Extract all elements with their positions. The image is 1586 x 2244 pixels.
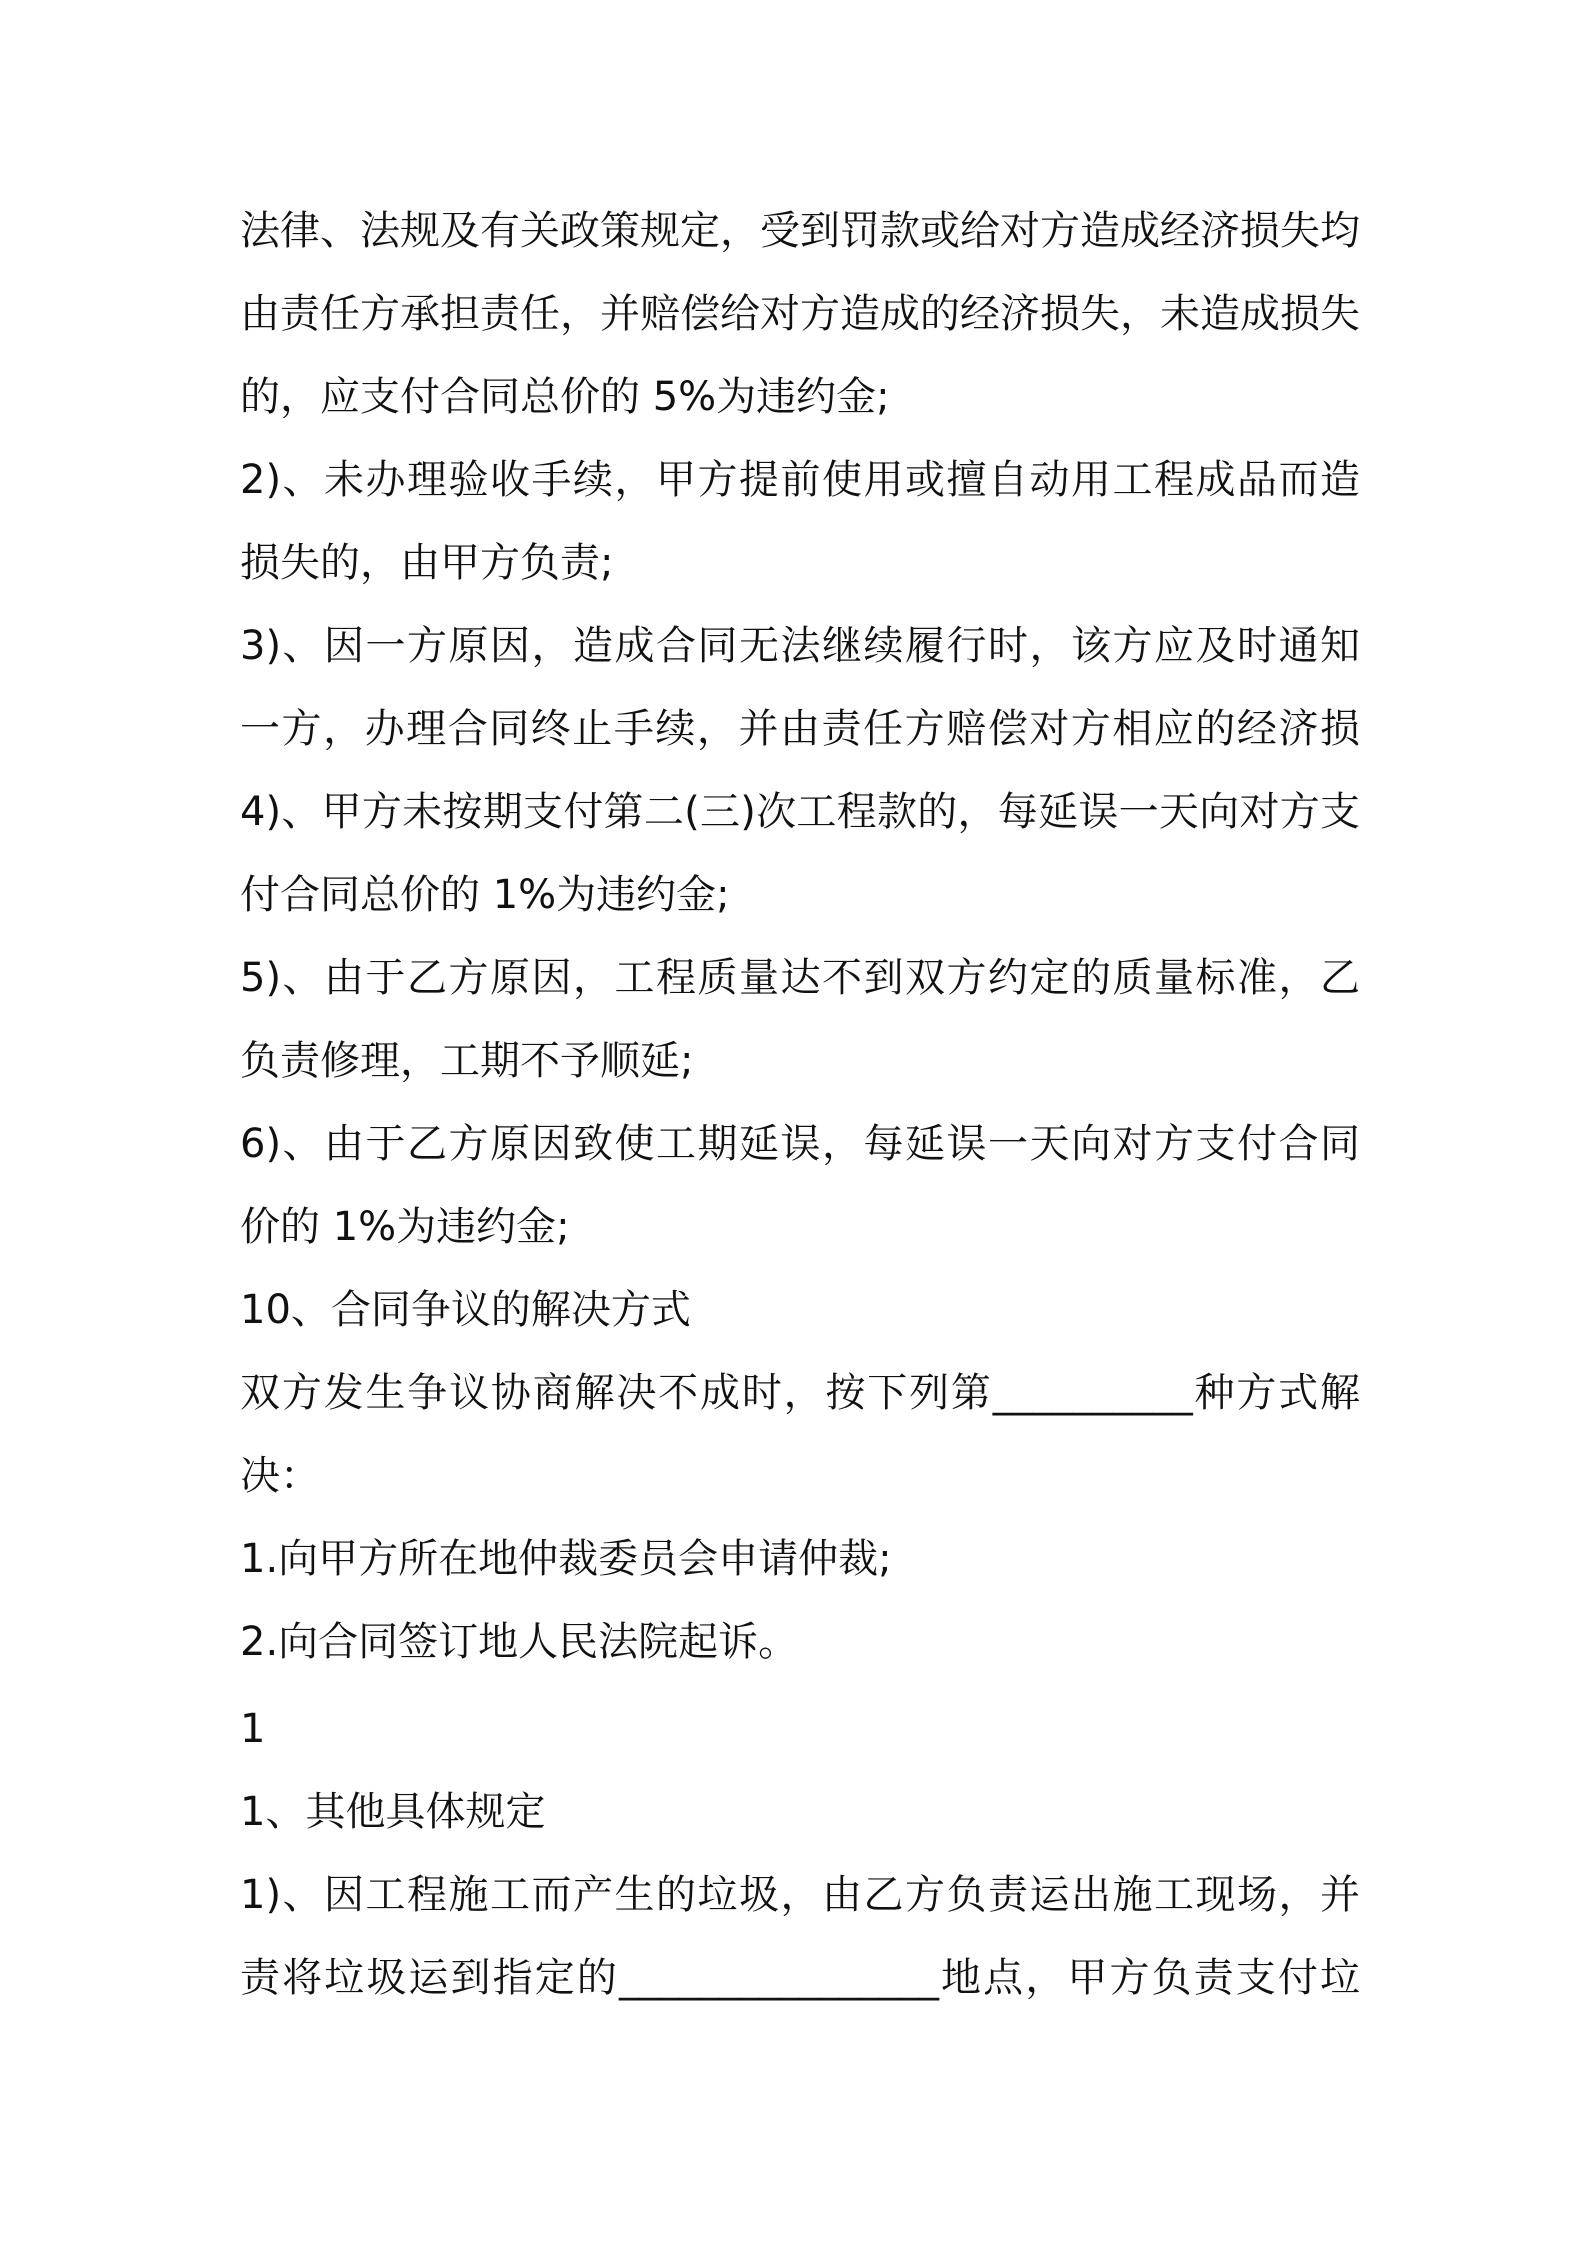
text-line: 一方，办理合同终止手续，并由责任方赔偿对方相应的经济损 [240, 706, 1360, 752]
text-line: 4)、甲方未按期支付第二(三)次工程款的，每延误一天向对方支 [240, 789, 1360, 835]
text-line: 法律、法规及有关政策规定，受到罚款或给对方造成经济损失均 [240, 208, 1360, 254]
text-line: 3)、因一方原因，造成合同无法继续履行时，该方应及时通知 [240, 623, 1360, 669]
text-line: 负责修理，工期不予顺延; [240, 1038, 694, 1084]
text-line: 价的 1%为违约金; [240, 1204, 570, 1250]
text-line: 2)、未办理验收手续，甲方提前使用或擅自动用工程成品而造 [240, 457, 1360, 503]
text-line: 责将垃圾运到指定的________________地点，甲方负责支付垃 [240, 1955, 1360, 2001]
page-number: 1 [240, 1706, 266, 1752]
text-line: 由责任方承担责任，并赔偿给对方造成的经济损失，未造成损失 [240, 291, 1360, 337]
section-heading: 10、合同争议的解决方式 [240, 1287, 691, 1333]
document-body [240, 190, 1360, 2020]
text-line: 损失的，由甲方负责; [240, 540, 614, 586]
text-line: 1.向甲方所在地仲裁委员会申请仲裁; [240, 1536, 892, 1582]
text-line: 付合同总价的 1%为违约金; [240, 872, 730, 918]
text-line: 双方发生争议协商解决不成时，按下列第__________种方式解 [240, 1370, 1360, 1416]
text-line: 5)、由于乙方原因，工程质量达不到双方约定的质量标准，乙 [240, 955, 1360, 1001]
section-heading: 1、其他具体规定 [240, 1789, 546, 1835]
text-line: 6)、由于乙方原因致使工期延误，每延误一天向对方支付合同 [240, 1121, 1360, 1167]
text-line: 2.向合同签订地人民法院起诉。 [240, 1619, 799, 1665]
text-line: 1)、因工程施工而产生的垃圾，由乙方负责运出施工现场，并 [240, 1872, 1360, 1918]
text-line: 的，应支付合同总价的 5%为违约金; [240, 374, 890, 420]
text-line: 决： [240, 1453, 320, 1499]
